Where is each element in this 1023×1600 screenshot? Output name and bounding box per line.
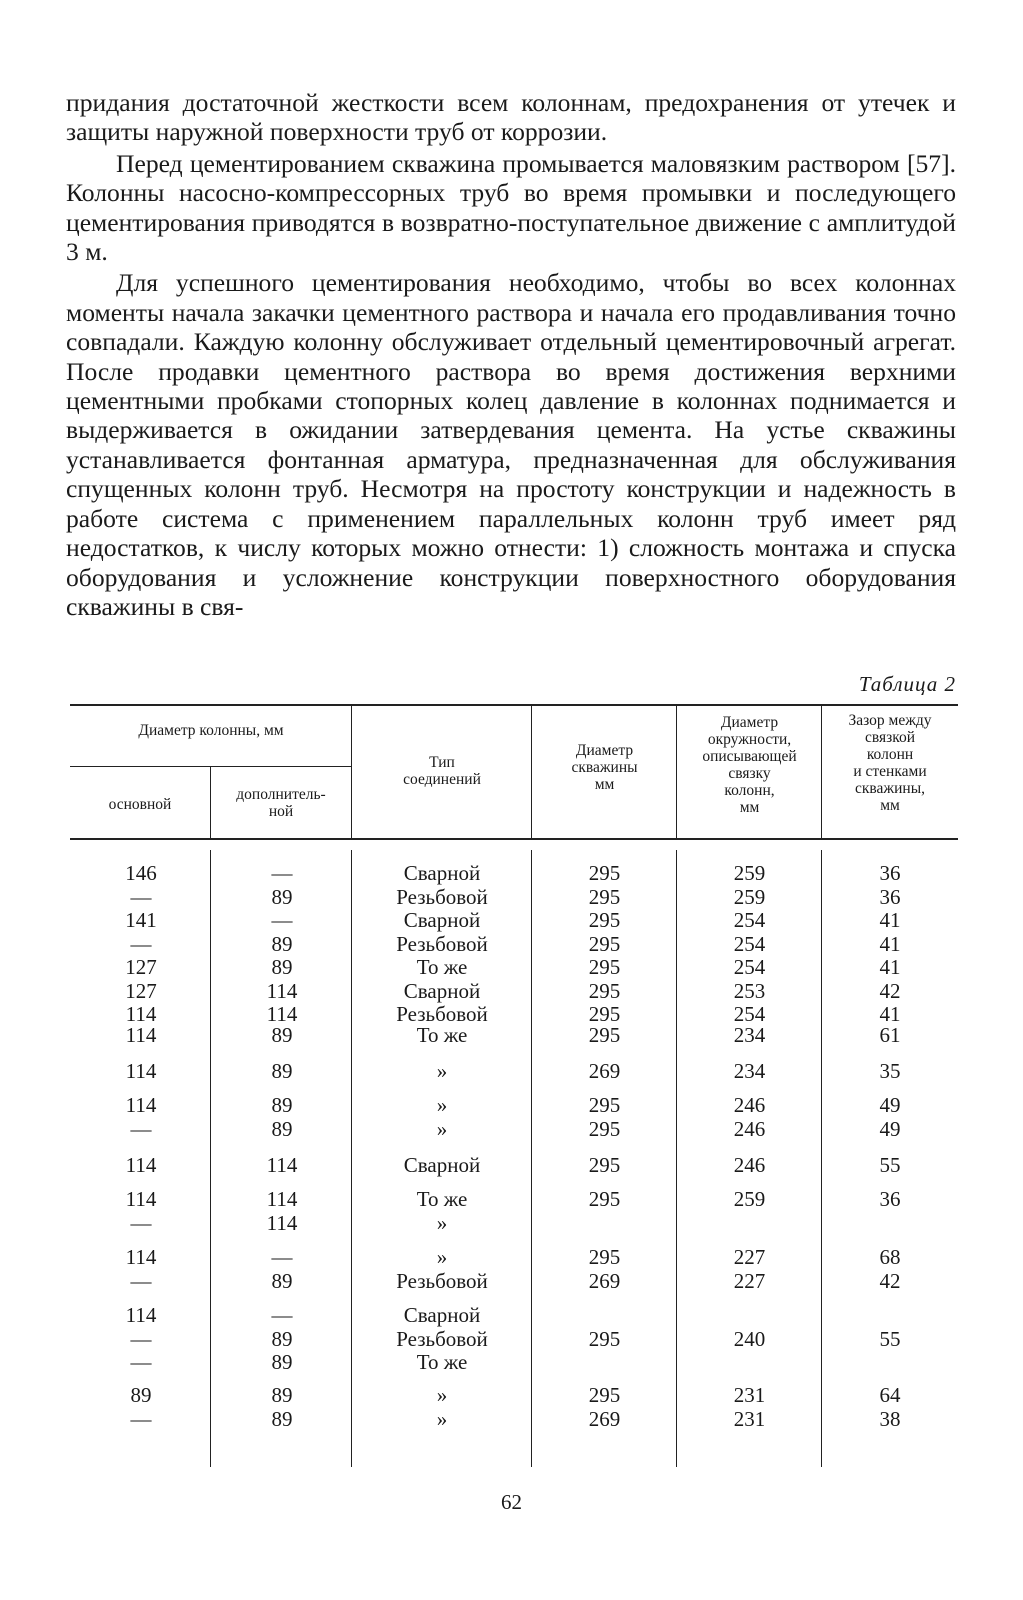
table-cell: 295	[588, 1187, 621, 1211]
header-additional: дополнитель- ной	[236, 786, 326, 820]
paragraph-3: Для успешного цементирования необходимо, чтобы во всех колоннах моменты начала закачки цементного раствора и начала его продавливания точно совпадали. Каждую колонну обслуживает отдельный цементировочный агрегат. После продавки цементного раствора во время достижения верхними цементными пробками стопорных колец давление в колоннах поднимается и выдерживается в ожидании затвердевания цемента. На устье скважины устанавливается фонтанная арматура, предназначенная для обслуживания спущенных колонн труб. Несмотря на простоту конструкции и надежность в работе система с применением параллельных колонн труб имеет ряд недостатков, к числу которых можно отнести: 1) сложность монтажа и спуска оборудования и усложнение конструкции поверхностного оборудования скважины в свя-	[66, 268, 956, 621]
table-cell: 68 42	[879, 1245, 901, 1293]
table-cell: 295	[588, 1326, 621, 1351]
table-cell: 49 49	[879, 1093, 901, 1141]
table-cell: То же »	[416, 1187, 468, 1235]
table-cell: 114	[125, 1153, 157, 1177]
table-cell: 259 259 254 254 254 253 254	[733, 861, 766, 1026]
table-cell: Сварной Резьбовой То же	[396, 1303, 488, 1374]
table-cell: — 89 — 89 89 114 114	[266, 861, 298, 1026]
data-table	[70, 704, 958, 1504]
header-bottom-rule	[70, 838, 958, 840]
header-circle-diameter: Диаметр окружности, описывающей связку колонн, мм	[702, 714, 797, 816]
table-cell: 240	[733, 1326, 766, 1351]
table-cell: 259	[733, 1187, 766, 1211]
table-cell: То же	[416, 1023, 468, 1047]
table-cell: 114 —	[125, 1093, 157, 1141]
paragraph-2: Перед цементированием скважина промывается маловязким раствором [57]. Колонны насосно-компрессорных труб во время промывки и последующего цементирования приводятся в возвратно-поступательное движение с амплитудой 3 м.	[66, 148, 956, 267]
table-cell: 114	[125, 1059, 157, 1083]
table-cell: 114 —	[125, 1187, 157, 1235]
table-cell: 36	[879, 1187, 901, 1211]
table-top-rule	[70, 704, 958, 706]
table-cell: 234	[733, 1023, 766, 1047]
header-diameter-group: Диаметр колонны, мм	[138, 722, 284, 739]
table-cell: Сварной Резьбовой Сварной Резьбовой То же Сварной Резьбовой	[396, 861, 488, 1026]
table-caption: Таблица 2	[858, 672, 956, 696]
table-cell: 114 — —	[125, 1303, 157, 1374]
table-cell: 89 89	[271, 1383, 293, 1431]
body-text	[66, 88, 956, 621]
table-cell: 55	[879, 1153, 901, 1177]
table-cell: 295 269	[588, 1383, 621, 1431]
table-cell: 295 295 295 295 295 295 295	[588, 861, 621, 1026]
header-gap: Зазор между связкой колонн и стенками скважины, мм	[848, 712, 932, 814]
table-cell: 36 36 41 41 41 42 41	[879, 861, 901, 1026]
table-cell: 234	[733, 1059, 766, 1083]
table-cell: 89 —	[130, 1383, 152, 1431]
table-cell: 295	[588, 1023, 621, 1047]
page-number: 62	[501, 1490, 522, 1514]
header-well-diameter: Диаметр скважины мм	[571, 742, 638, 793]
table-cell: 55	[879, 1326, 901, 1351]
table-cell: » Резьбовой	[396, 1245, 488, 1293]
table-cell: 89	[271, 1023, 293, 1047]
table-cell: 114 —	[125, 1245, 157, 1293]
table-cell: »	[436, 1059, 448, 1083]
header-main: основной	[108, 796, 172, 813]
table-cell: 246 246	[733, 1093, 766, 1141]
table-cell: 89	[271, 1059, 293, 1083]
table-cell: 89 89	[271, 1093, 293, 1141]
table-cell: 146 — 141 — 127 127 114	[125, 861, 157, 1026]
table-cell: » »	[436, 1093, 448, 1141]
table-cell: 35	[879, 1059, 901, 1083]
table-cell: 231 231	[733, 1383, 766, 1431]
table-cell: 246	[733, 1153, 766, 1177]
table-cell: 114 114	[266, 1187, 298, 1235]
table-cell: 61	[879, 1023, 901, 1047]
table-cell: — 89 89	[271, 1303, 293, 1374]
table-cell: 295 295	[588, 1093, 621, 1141]
table-cell: » »	[436, 1383, 448, 1431]
table-cell: 269	[588, 1059, 621, 1083]
table-cell: 295 269	[588, 1245, 621, 1293]
table-cell: 114	[266, 1153, 298, 1177]
table-cell: 64 38	[879, 1383, 901, 1431]
paragraph-1: придания достаточной жесткости всем колоннам, предохранения от утечек и защиты наружной поверхности труб от коррозии.	[66, 88, 956, 147]
header-joint-type: Тип соединений	[403, 754, 481, 788]
table-cell: Сварной	[403, 1153, 481, 1177]
table-cell: 227 227	[733, 1245, 766, 1293]
table-cell: 295	[588, 1153, 621, 1177]
table-cell: — 89	[271, 1245, 293, 1293]
table-cell: 114	[125, 1023, 157, 1047]
